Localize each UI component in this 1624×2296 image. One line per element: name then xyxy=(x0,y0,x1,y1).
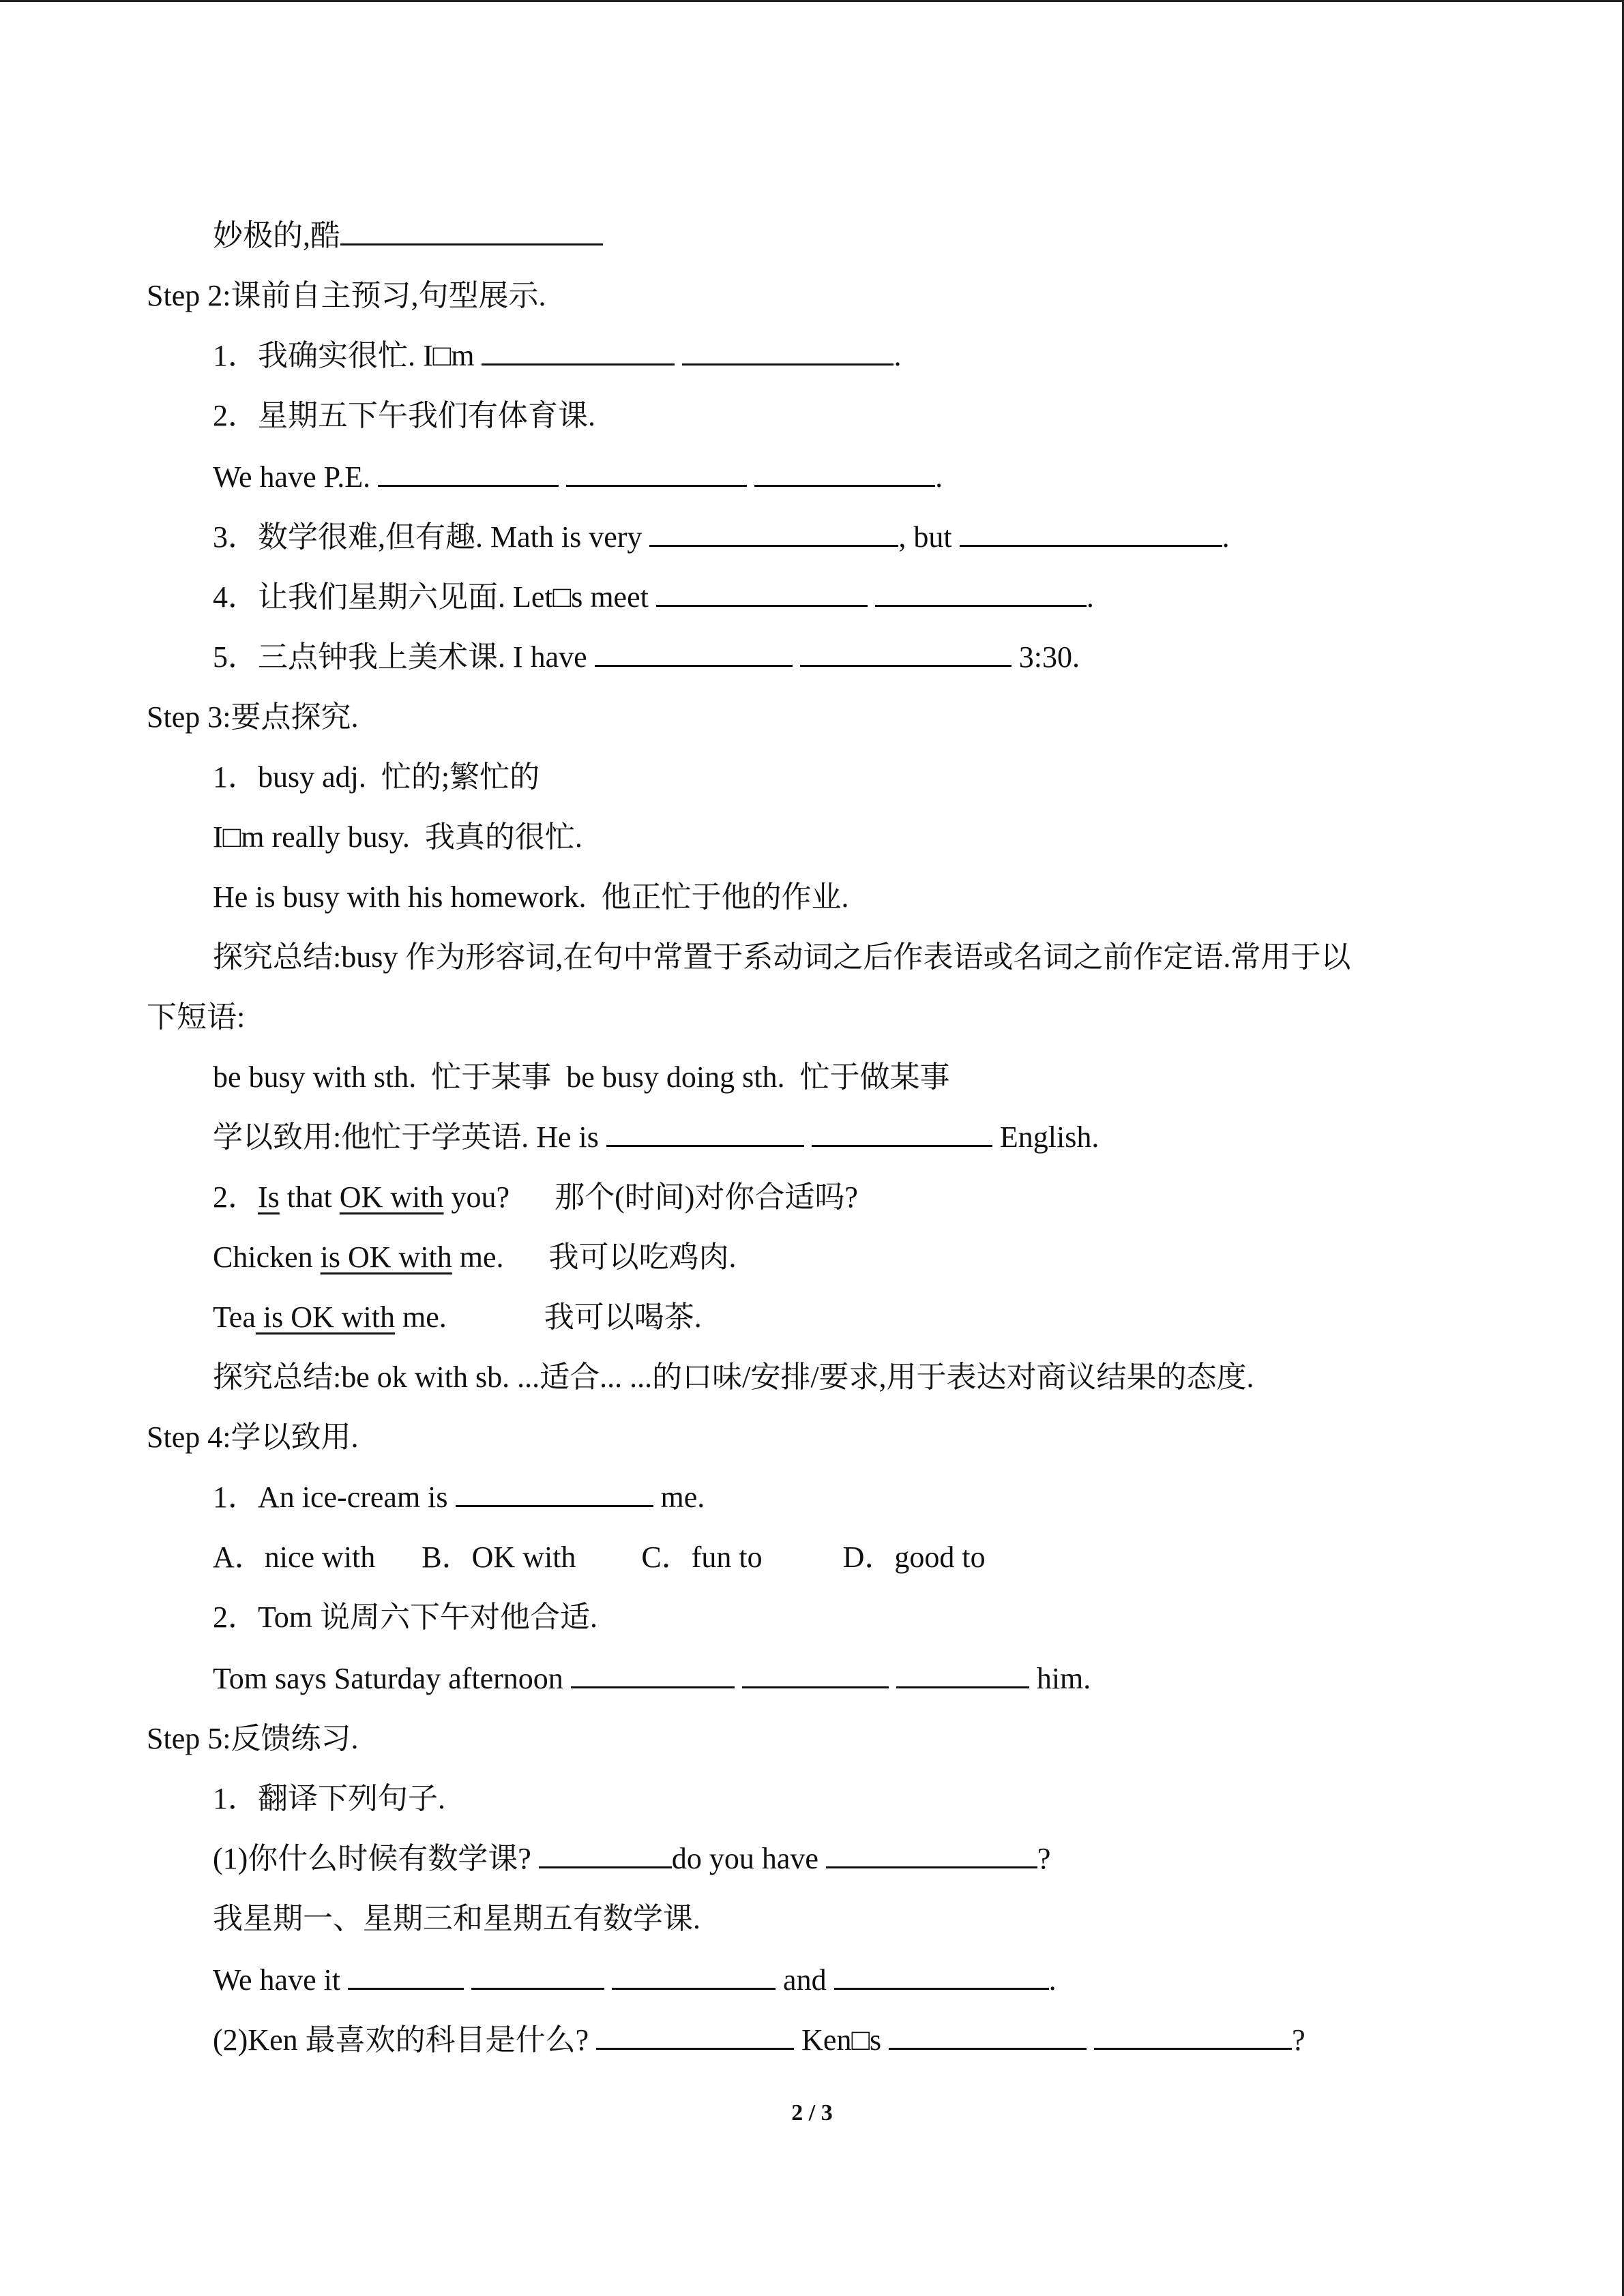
step3-practice: 学以致用:他忙于学英语. He is English. xyxy=(213,1120,1099,1154)
step3-point-1: 1．busy adj. 忙的;繁忙的 xyxy=(213,760,540,794)
step5-translate-2: (2)Ken 最喜欢的科目是什么? Ken□s ? xyxy=(213,2023,1305,2057)
vocab-line xyxy=(213,215,603,256)
answer-blank[interactable] xyxy=(896,1660,1029,1688)
answer-blank[interactable] xyxy=(656,579,868,607)
step2-item-2-answer: We have P.E. . xyxy=(213,460,943,494)
step4-question-1: 1．An ice-cream is me. xyxy=(213,1480,705,1514)
answer-blank[interactable] xyxy=(875,579,1087,607)
vocab-text: 妙极的,酷 xyxy=(213,219,340,252)
answer-blank[interactable] xyxy=(612,1962,776,1990)
step4-question-2: 2．Tom 说周六下午对他合适. xyxy=(213,1600,598,1634)
answer-blank[interactable] xyxy=(456,1479,653,1507)
answer-blank[interactable] xyxy=(348,1962,464,1990)
step4-heading: Step 4:学以致用. xyxy=(147,1420,359,1454)
answer-blank[interactable] xyxy=(566,459,747,487)
step5-task-1: 1．翻译下列句子. xyxy=(213,1782,445,1815)
step3-example-2: He is busy with his homework. 他正忙于他的作业. xyxy=(213,880,849,914)
option-d[interactable]: D．good to xyxy=(842,1540,986,1574)
step5-translate-1: (1)你什么时候有数学课? do you have ? xyxy=(213,1842,1051,1875)
option-b[interactable]: B．OK with xyxy=(422,1540,576,1574)
answer-blank[interactable] xyxy=(889,2022,1087,2050)
step5-heading: Step 5:反馈练习. xyxy=(147,1722,359,1755)
step2-heading: Step 2:课前自主预习,句型展示. xyxy=(147,279,546,312)
answer-blank[interactable] xyxy=(571,1660,735,1688)
step3-tea-example: Tea is OK with me. 我可以喝茶. xyxy=(213,1300,702,1334)
answer-blank[interactable] xyxy=(754,459,935,487)
step2-item-3: 3．数学很难,但有趣. Math is very , but . xyxy=(213,520,1230,554)
answer-blank[interactable] xyxy=(340,218,603,245)
step3-summary-1: 探究总结:busy 作为形容词,在句中常置于系动词之后作表语或名词之前作定语.常用于以 xyxy=(213,940,1351,974)
answer-blank[interactable] xyxy=(960,519,1222,547)
step3-example-1: I□m really busy. 我真的很忙. xyxy=(213,820,582,854)
step3-phrases: be busy with sth. 忙于某事 be busy doing sth. 忙于做某事 xyxy=(213,1060,950,1094)
answer-blank[interactable] xyxy=(682,338,894,366)
step3-summary-1-cont: 下短语: xyxy=(147,1000,246,1034)
answer-blank[interactable] xyxy=(649,519,898,547)
step2-item-1: 1．我确实很忙. I□m . xyxy=(213,339,902,372)
answer-blank[interactable] xyxy=(539,1840,672,1868)
step2-item-5: 5．三点钟我上美术课. I have 3:30. xyxy=(213,640,1080,674)
option-a[interactable]: A．nice with xyxy=(213,1540,376,1574)
page-number: 2 / 3 xyxy=(791,2100,833,2126)
answer-blank[interactable] xyxy=(596,2022,794,2050)
step3-chicken-example: Chicken is OK with me. 我可以吃鸡肉. xyxy=(213,1240,737,1274)
step3-point-2: 2．Is that OK with you? 那个(时间)对你合适吗? xyxy=(213,1180,858,1214)
answer-blank[interactable] xyxy=(482,338,675,366)
answer-blank[interactable] xyxy=(606,1119,804,1147)
step5-translate-1-source: 我星期一、星期三和星期五有数学课. xyxy=(213,1902,700,1935)
step3-summary-2: 探究总结:be ok with sb. ...适合... ...的口味/安排/要求,用于表达对商议结果的态度. xyxy=(213,1360,1254,1394)
answer-blank[interactable] xyxy=(378,459,559,487)
answer-blank[interactable] xyxy=(742,1660,889,1688)
answer-blank[interactable] xyxy=(826,1840,1037,1868)
answer-blank[interactable] xyxy=(1094,2022,1292,2050)
step5-translate-1-answer: We have it and . xyxy=(213,1963,1057,1997)
answer-blank[interactable] xyxy=(595,639,793,667)
answer-blank[interactable] xyxy=(471,1962,604,1990)
answer-blank[interactable] xyxy=(834,1962,1049,1990)
step2-item-2: 2．星期五下午我们有体育课. xyxy=(213,399,595,432)
step4-options xyxy=(213,1537,986,1578)
option-c[interactable]: C．fun to xyxy=(641,1540,763,1574)
answer-blank[interactable] xyxy=(812,1119,992,1147)
step4-question-2-answer: Tom says Saturday afternoon him. xyxy=(213,1662,1091,1695)
step2-item-4: 4．让我们星期六见面. Let□s meet . xyxy=(213,580,1094,614)
answer-blank[interactable] xyxy=(800,639,1012,667)
step3-heading: Step 3:要点探究. xyxy=(147,700,359,734)
top-border xyxy=(0,0,1624,2)
